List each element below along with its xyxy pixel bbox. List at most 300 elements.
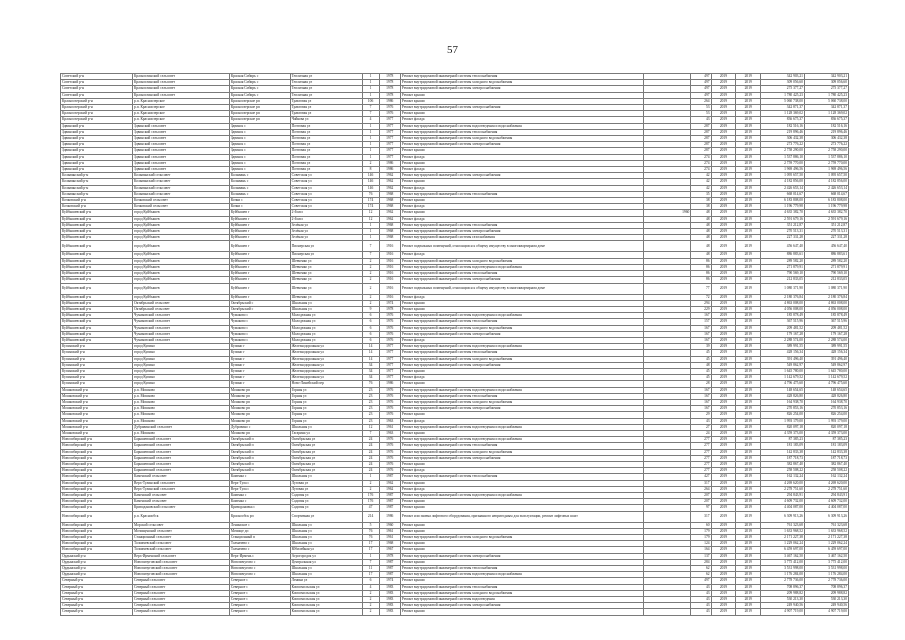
work-type-cell: Ремонт крыши [400,522,643,528]
street-cell: Почтовая ул [290,148,362,154]
street-cell: Железнодорожная ул [290,356,362,362]
work-type-cell: Ремонт фасада [400,216,643,222]
year-cell: 1968 [379,198,400,204]
total-cell: 790 569,10 [804,271,848,277]
cost-cell: 4 056 008,00 [761,306,805,312]
work-type-cell: Ремонт крыши [400,92,643,98]
area-cell: 207 [691,493,711,499]
total-cell: 1 645 780,00 [804,368,848,374]
end-year-cell: 2019 [736,535,761,541]
year-cell: 1983 [379,597,400,603]
house-cell: 24 [362,443,379,449]
work-type-cell: Ремонт крыши [400,480,643,486]
district-cell: Мошковский р-н [61,406,133,412]
district-cell: Новосибирский р-н [61,437,133,443]
total-cell: 2 171 227,38 [804,535,848,541]
area-cell: 86 [691,264,711,270]
district-cell: Куйбышевский р-н [61,277,133,283]
cost-cell: 826 254,00 [761,412,805,418]
house-cell: 6 [362,313,379,319]
area-cell: 97 [691,505,711,511]
street-cell: Школьная ул [290,424,362,430]
start-year-cell: 2019 [711,443,736,449]
work-type-cell: Ремонт внутридомовой инженерной системы холодного водоснабжения [400,258,643,264]
cost-cell: 2 171 227,38 [761,535,805,541]
cost-cell: 3 775 412,00 [761,559,805,565]
table-row [61,609,849,615]
district-cell: Купинский р-н [61,362,133,368]
district-cell: Куйбышевский р-н [61,283,133,294]
work-type-cell: Ремонт внутридомовой инженерной системы электроснабжения [400,229,643,235]
end-year-cell: 2019 [736,142,761,148]
end-year-cell: 2019 [736,136,761,142]
start-year-cell: 2019 [711,486,736,492]
total-cell: 6 459 697,00 [804,547,848,553]
municipality-cell: город Купино [133,381,230,387]
work-type-cell: Ремонт внутридомовой инженерной системы водоотведения и водоснабжения [400,344,643,350]
house-cell: 24 [362,468,379,474]
house-cell: 146 [362,185,379,191]
year-cell: 1962 [379,486,400,492]
end-year-cell: 2019 [736,430,761,436]
district-cell: Северный р-н [61,609,133,615]
year-cell: 1976 [379,468,400,474]
district-cell: Куйбышевский р-н [61,319,133,325]
settlement-cell: Новопичугово с [229,566,290,572]
year-cell: 1916 [379,277,400,283]
cost-cell: 1 969 496,56 [761,167,805,173]
end-year-cell: 2019 [736,511,761,522]
street-cell: Октябрьская ул [290,437,362,443]
end-year-cell: 2019 [736,541,761,547]
total-cell: 164 938,70 [804,399,848,405]
district-cell: Ордынский р-н [61,572,133,578]
total-cell: 2 778 736,00 [804,578,848,584]
end-year-cell: 2019 [736,319,761,325]
street-cell: Октябрьская ул [290,468,362,474]
district-cell: Куйбышевский р-н [61,325,133,331]
settlement-cell: Чумаково с [229,319,290,325]
work-type-cell: Ремонт внутридомовой инженерной системы холодного водоснабжения [400,356,643,362]
street-cell: Трактовая ул [290,111,362,117]
house-cell: 12 [362,216,379,222]
area-cell: 274 [691,160,711,166]
house-cell: 6 [362,331,379,337]
work-type-cell: Ремонт крыши [400,111,643,117]
municipality-cell: Северный сельсовет [133,584,230,590]
municipality-cell: Каменский сельсовет [133,474,230,480]
cost-cell: 428 826,80 [761,393,805,399]
end-year-cell: 2019 [736,300,761,306]
settlement-cell: Куйбышев г [229,283,290,294]
municipality-cell: город Куйбышев [133,229,230,235]
end-year-cell: 2019 [736,204,761,210]
total-cell: 886 883,61 [804,252,848,258]
district-cell: Советский р-н [61,86,133,92]
municipality-cell: город Купино [133,350,230,356]
house-cell: 1 [362,80,379,86]
house-cell: 24 [362,437,379,443]
municipality-cell: Барышевский сельсовет [133,461,230,467]
municipality-cell: Толмачевский сельсовет [133,547,230,553]
municipality-cell: р.п. Мошково [133,387,230,393]
end-year-cell: 2019 [736,559,761,565]
total-cell: 826 254,00 [804,412,848,418]
total-cell: 179 167,28 [804,331,848,337]
start-year-cell: 2019 [711,74,736,80]
settlement-cell: Куйбышев г [229,235,290,241]
end-year-cell: 2019 [736,179,761,185]
cost-cell: 185 878,49 [761,313,805,319]
work-type-cell: Ремонт крыши [400,547,643,553]
cost-cell: 87 385,23 [761,437,805,443]
end-year-cell: 2019 [736,406,761,412]
municipality-cell: город Куйбышев [133,235,230,241]
street-cell: Горная ул [290,418,362,424]
work-type-cell: Ремонт внутридомовой инженерной системы водоотведения и водоснабжения [400,264,643,270]
total-cell: 391 496,40 [804,356,848,362]
total-cell: 209 481,52 [804,325,848,331]
area-cell: 86 [691,258,711,264]
cost-cell: 2 591 679,16 [761,216,805,222]
district-cell: Купинский р-н [61,350,133,356]
cost-cell: 270 853,16 [761,406,805,412]
district-cell: Купинский р-н [61,344,133,350]
cost-cell: 351 212,87 [761,222,805,228]
cost-cell: 6 309 913,26 [761,511,805,522]
start-year-cell: 2019 [711,387,736,393]
settlement-cell: Криводановка с [229,505,290,511]
cost-cell: 209 988,82 [761,590,805,596]
house-cell: 176 [362,499,379,505]
work-type-cell: Ремонт внутридомовой инженерной системы электроснабжения [400,173,643,179]
area-cell: 277 [691,468,711,474]
start-year-cell: 2019 [711,437,736,443]
work-type-cell: Ремонт крыши [400,160,643,166]
area-cell: 179 [691,535,711,541]
start-year-cell: 2019 [711,258,736,264]
district-cell: Ордынский р-н [61,559,133,565]
year-cell: 1977 [379,154,400,160]
house-cell: 1 [362,474,379,480]
municipality-cell: Колыванский сельсовет [133,185,230,191]
year-cell: 1977 [379,136,400,142]
settlement-cell: Красноозерское рп [229,98,290,104]
municipality-cell: Здвинский сельсовет [133,154,230,160]
end-year-cell: 2019 [736,578,761,584]
municipality-cell: город Куйбышев [133,271,230,277]
start-year-cell: 2019 [711,216,736,222]
total-cell: 4 359 373,00 [804,430,848,436]
municipality-cell: Красноглинский сельсовет [133,80,230,86]
street-cell: Гагарина ул [290,430,362,436]
municipality-cell: Здвинский сельсовет [133,167,230,173]
house-cell: 174 [362,198,379,204]
cost-cell: 1 095 657,50 [761,173,805,179]
street-cell: Зелёная ул [290,229,362,235]
data-table [60,73,849,616]
municipality-cell: р.п. Красноозерское [133,117,230,123]
end-year-cell: 2019 [736,185,761,191]
street-cell: Горная ул [290,406,362,412]
start-year-cell: 2019 [711,111,736,117]
start-year-cell: 2019 [711,584,736,590]
start-year-cell: 2019 [711,406,736,412]
year-cell: 1978 [379,92,400,98]
municipality-cell: Барышевский сельсовет [133,468,230,474]
start-year-cell: 2019 [711,468,736,474]
end-year-cell: 2019 [736,271,761,277]
year-cell: 1961 [379,424,400,430]
municipality-cell: Верх-Ирменский сельсовет [133,553,230,559]
end-year-cell: 2019 [736,566,761,572]
year-cell: 1916 [379,241,400,252]
total-cell: 4 863 008,00 [804,300,848,306]
work-type-cell: Ремонт внутридомовой инженерной системы теплоснабжения [400,584,643,590]
cost-cell: 181 183,09 [761,443,805,449]
cost-cell: 271 879,91 [761,264,805,270]
total-cell: 2 758 290,00 [804,148,848,154]
area-cell: 317 [691,511,711,522]
street-cell: Октябрьская ул [290,449,362,455]
start-year-cell: 2019 [711,493,736,499]
end-year-cell: 2019 [736,167,761,173]
street-cell: Спортивная ул [290,511,362,522]
district-cell: Ордынский р-н [61,566,133,572]
year-cell: 1976 [379,399,400,405]
start-year-cell: 2019 [711,356,736,362]
start-year-cell: 2019 [711,92,736,98]
settlement-cell: Октябрьский п [229,468,290,474]
total-cell: 289 582,20 [804,258,848,264]
area-cell: 48 [691,222,711,228]
municipality-cell: город Купино [133,356,230,362]
work-type-cell: Ремонт фасада [400,294,643,300]
total-cell: 271 879,91 [804,264,848,270]
municipality-cell: город Куйбышев [133,222,230,228]
municipality-cell: р.п. Красноозерское [133,105,230,111]
district-cell: Колыванский р-н [61,179,133,185]
start-year-cell: 2019 [711,185,736,191]
house-cell: 1 [362,142,379,148]
year-cell: 1963 [379,418,400,424]
area-cell: 86 [691,271,711,277]
start-year-cell: 2019 [711,603,736,609]
district-cell: Колыванский р-н [61,191,133,197]
street-cell: Горная ул [290,393,362,399]
cost-cell: 549 862,97 [761,362,805,368]
area-cell: 207 [691,499,711,505]
street-cell: Октябрьская ул [290,443,362,449]
municipality-cell: Барышевский сельсовет [133,443,230,449]
end-year-cell: 2019 [736,264,761,270]
house-cell: 6 [362,319,379,325]
work-type-cell: Ремонт фасада [400,375,643,381]
house-cell: 24 [362,455,379,461]
settlement-cell: Октябрьский с [229,300,290,306]
start-year-cell: 2019 [711,191,736,197]
cost-cell: 227 331,28 [761,235,805,241]
total-cell: 382 867,40 [804,461,848,467]
work-type-cell: Ремонт внутридомовой инженерной системы водоотведения и водоснабжения [400,313,643,319]
municipality-cell: р.п. Мошково [133,418,230,424]
start-year-cell: 2019 [711,368,736,374]
cost-cell: 389 991,55 [761,344,805,350]
street-cell: Железнодорожная ул [290,375,362,381]
district-cell: Купинский р-н [61,375,133,381]
district-cell: Купинский р-н [61,356,133,362]
municipality-cell: р.п. Мошково [133,406,230,412]
start-year-cell: 2019 [711,229,736,235]
end-year-cell: 2019 [736,584,761,590]
municipality-cell: Верх-Тулинский сельсовет [133,486,230,492]
area-cell: 45 [691,356,711,362]
municipality-cell: Каменский сельсовет [133,499,230,505]
municipality-cell: город Купино [133,375,230,381]
district-cell: Советский р-н [61,74,133,80]
municipality-cell: Северный сельсовет [133,590,230,596]
start-year-cell: 2019 [711,204,736,210]
settlement-cell: Новопичугово с [229,559,290,565]
district-cell: Здвинский р-н [61,148,133,154]
year-cell: 1968 [379,229,400,235]
area-cell: 48 [691,210,711,216]
work-type-cell: Ремонт внутридомовой инженерной системы электроснабжения [400,406,643,412]
house-cell: 2 [362,294,379,300]
settlement-cell: Каменка с [229,493,290,499]
cost-cell: 148 654,65 [761,387,805,393]
street-cell: Почтовая ул [290,160,362,166]
total-cell: 3 531 998,00 [804,566,848,572]
end-year-cell: 2019 [736,105,761,111]
end-year-cell: 2019 [736,344,761,350]
year-cell: 1983 [379,609,400,615]
street-cell: Агрогородок ул [290,553,362,559]
start-year-cell: 2019 [711,412,736,418]
area-cell: 274 [691,167,711,173]
area-cell: 287 [691,123,711,129]
cost-cell: 1 645 780,00 [761,368,805,374]
settlement-cell: Северное с [229,578,290,584]
end-year-cell: 2019 [736,486,761,492]
street-cell: Ленина ул [290,578,362,584]
municipality-cell: город Куйбышев [133,294,230,300]
settlement-cell: Куйбышев г [229,210,290,216]
house-cell: 7 [362,241,379,252]
municipality-cell: Барышевский сельсовет [133,455,230,461]
settlement-cell: Кочки с [229,198,290,204]
municipality-cell: Северный сельсовет [133,578,230,584]
house-cell: 1 [362,222,379,228]
house-cell: 76 [362,528,379,534]
settlement-cell: Красноозерское рп [229,105,290,111]
start-year-cell: 2019 [711,528,736,534]
start-year-cell: 2019 [711,277,736,283]
year-cell: 1976 [379,319,400,325]
work-type-cell: Ремонт крыши [400,148,643,154]
area-cell: 43 [691,609,711,615]
year-cell: 1968 [379,541,400,547]
district-cell: Новосибирский р-н [61,468,133,474]
municipality-cell: Чумаковский сельсовет [133,313,230,319]
end-year-cell: 2019 [736,603,761,609]
cost-cell: 428 156,34 [761,350,805,356]
area-cell: 45 [691,368,711,374]
area-cell: 427 [691,474,711,480]
area-cell: 38 [691,198,711,204]
end-year-cell: 2019 [736,474,761,480]
total-cell: 3 775 412,00 [804,559,848,565]
end-year-cell: 2019 [736,399,761,405]
end-year-cell: 2019 [736,381,761,387]
end-year-cell: 2019 [736,235,761,241]
municipality-cell: Чумаковский сельсовет [133,337,230,343]
house-cell: 6 [362,325,379,331]
total-cell: 1 196 779,98 [804,204,848,210]
year-cell: 1968 [379,235,400,241]
work-type-cell: Ремонт внутридомовой инженерной системы холодного водоснабжения [400,590,643,596]
municipality-cell: Колыванский сельсовет [133,173,230,179]
municipality-cell: Здвинский сельсовет [133,129,230,135]
total-cell: 2 426 653,14 [804,185,848,191]
street-cell: Горная ул [290,399,362,405]
house-cell: 23 [362,406,379,412]
area-cell: 124 [691,541,711,547]
area-cell: 77 [691,283,711,294]
extra-cell [644,511,691,522]
total-cell: 87 385,23 [804,437,848,443]
municipality-cell: город Куйбышев [133,216,230,222]
work-type-cell: Ремонт крыши [400,430,643,436]
start-year-cell: 2019 [711,117,736,123]
total-cell: 209 988,82 [804,590,848,596]
house-cell: 6 [362,578,379,584]
district-cell: Мошковский р-н [61,387,133,393]
street-cell: Почтовая ул [290,142,362,148]
district-cell: Мошковский р-н [61,418,133,424]
total-cell: 270 853,16 [804,406,848,412]
work-type-cell: Ремонт внутридомовой инженерной системы теплоснабжения [400,271,643,277]
end-year-cell: 2019 [736,553,761,559]
end-year-cell: 2019 [736,590,761,596]
start-year-cell: 2019 [711,337,736,343]
house-cell: 146 [362,173,379,179]
start-year-cell: 2019 [711,123,736,129]
work-type-cell: Ремонт крыши [400,559,643,565]
district-cell: Новосибирский р-н [61,493,133,499]
work-type-cell: Ремонт крыши [400,98,643,104]
street-cell: Шевченко ул [290,277,362,283]
settlement-cell: Красная Сибирь с [229,92,290,98]
end-year-cell: 2019 [736,368,761,374]
work-type-cell: Ремонт внутридомовой инженерной системы теплоснабжения [400,129,643,135]
district-cell: Новосибирский р-н [61,547,133,553]
cost-cell: 382 867,40 [761,461,805,467]
municipality-cell: Толмачевский сельсовет [133,541,230,547]
municipality-cell: Криводановский сельсовет [133,505,230,511]
work-type-cell: Ремонт крыши [400,461,643,467]
year-cell: 1983 [379,603,400,609]
area-cell: 45 [691,350,711,356]
municipality-cell: город Купино [133,368,230,374]
settlement-cell: Купино г [229,381,290,387]
municipality-cell: Здвинский сельсовет [133,123,230,129]
area-cell: 28 [691,381,711,387]
cost-cell: 1 633 968,52 [761,528,805,534]
total-cell: 270 513,31 [804,229,848,235]
start-year-cell: 2019 [711,252,736,258]
house-cell: 23 [362,387,379,393]
